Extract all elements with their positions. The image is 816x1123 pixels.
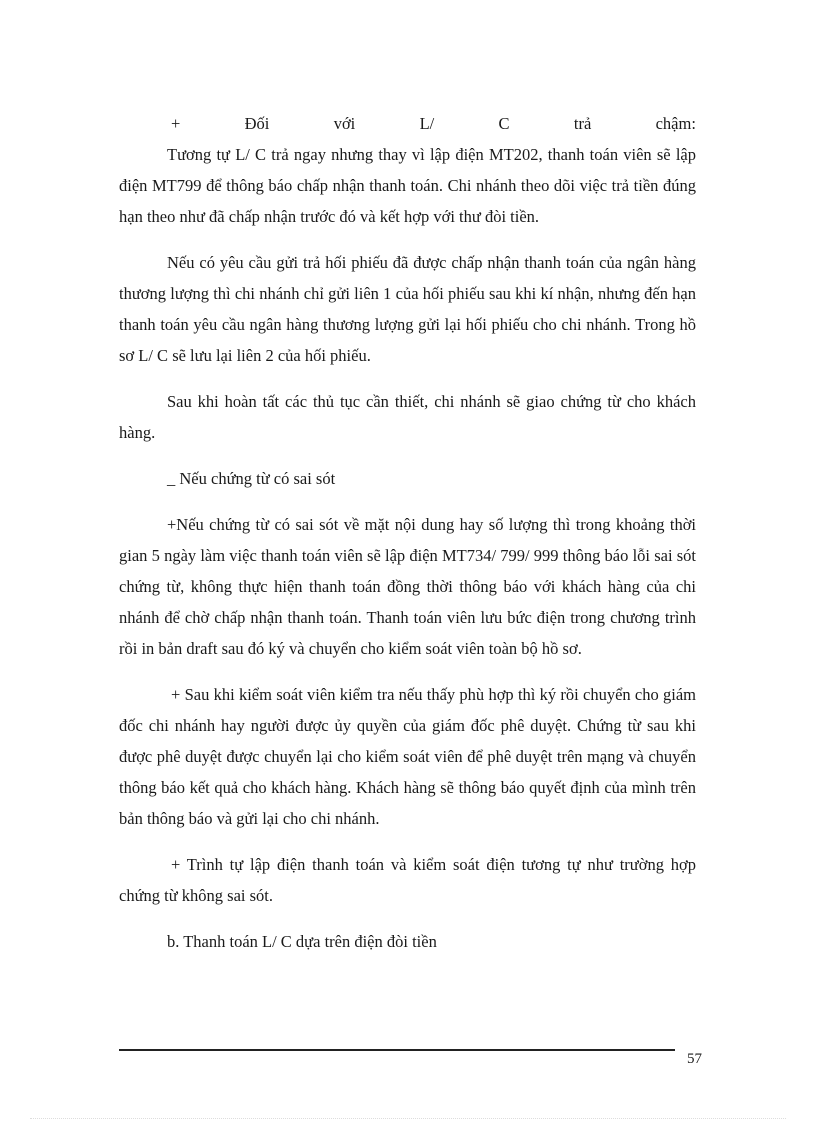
section-heading-reimbursement: b. Thanh toán L/ C dựa trên điện đòi tiền — [167, 932, 437, 951]
paragraph-discrepancy-heading: _ Nếu chứng từ có sai sót — [167, 469, 336, 488]
paragraph-approval: + Sau khi kiểm soát viên kiểm tra nếu thấy phù hợp thì ký rồi chuyển cho giám đốc chi nhánh hay người được ủy quyền của giám đốc phê duyệt. Chứng từ sau khi được phê duyệt được chuyển lại cho kiểm soát viên để phê duyệt trên mạng và chuyển thông báo kết quả cho khách hàng. Khách hàng sẽ thông báo quyết định của mình trên bản thông báo và gửi lại cho chi nhánh. — [119, 685, 696, 828]
paragraph-deliver-documents: Sau khi hoàn tất các thủ tục cần thiết, chi nhánh sẽ giao chứng từ cho khách hàng. — [119, 392, 696, 442]
paragraph-procedure: + Trình tự lập điện thanh toán và kiểm soát điện tương tự như trường hợp chứng từ không sai sót. — [119, 855, 696, 905]
heading-word: Đối — [244, 114, 270, 133]
heading-word: trả — [573, 114, 592, 133]
body-text — [119, 108, 696, 957]
heading-word: + — [171, 114, 181, 133]
paragraph-draft-return: Nếu có yêu cầu gửi trả hối phiếu đã được chấp nhận thanh toán của ngân hàng thương lượng thì chi nhánh chỉ gửi liên 1 của hối phiếu sau khi kí nhận, nhưng đến hạn thanh toán yêu cầu ngân hàng thương lượng gửi lại hối phiếu cho chi nhánh. Trong hồ sơ L/ C sẽ lưu lại liên 2 của hối phiếu. — [119, 253, 696, 365]
heading-word: với — [333, 114, 356, 133]
paragraph-discrepancy-mt734: +Nếu chứng từ có sai sót về mặt nội dung hay số lượng thì trong khoảng thời gian 5 ngày làm việc thanh toán viên sẽ lập điện MT734/ 799/ 999 thông báo lỗi sai sót chứng từ, không thực hiện thanh toán đồng thời thông báo với khách hàng của chi nhánh để chờ chấp nhận thanh toán. Thanh toán viên lưu bức điện trong chương trình rồi in bản draft sau đó ký và chuyển cho kiểm soát viên toàn bộ hồ sơ. — [119, 515, 696, 658]
page-number: 57 — [687, 1051, 702, 1067]
paragraph-mt799: Tương tự L/ C trả ngay nhưng thay vì lập điện MT202, thanh toán viên sẽ lập điện MT799 để thông báo chấp nhận thanh toán. Chi nhánh theo dõi việc trả tiền đúng hạn theo như đã chấp nhận trước đó và kết hợp với thư đòi tiền. — [119, 145, 696, 226]
page-edge-dots — [30, 1118, 786, 1119]
heading-word: L/ — [419, 114, 435, 133]
heading-word: C — [498, 114, 510, 133]
heading-word: chậm: — [655, 114, 696, 133]
heading-deferred-lc — [119, 108, 696, 139]
footer-rule — [119, 1049, 675, 1051]
